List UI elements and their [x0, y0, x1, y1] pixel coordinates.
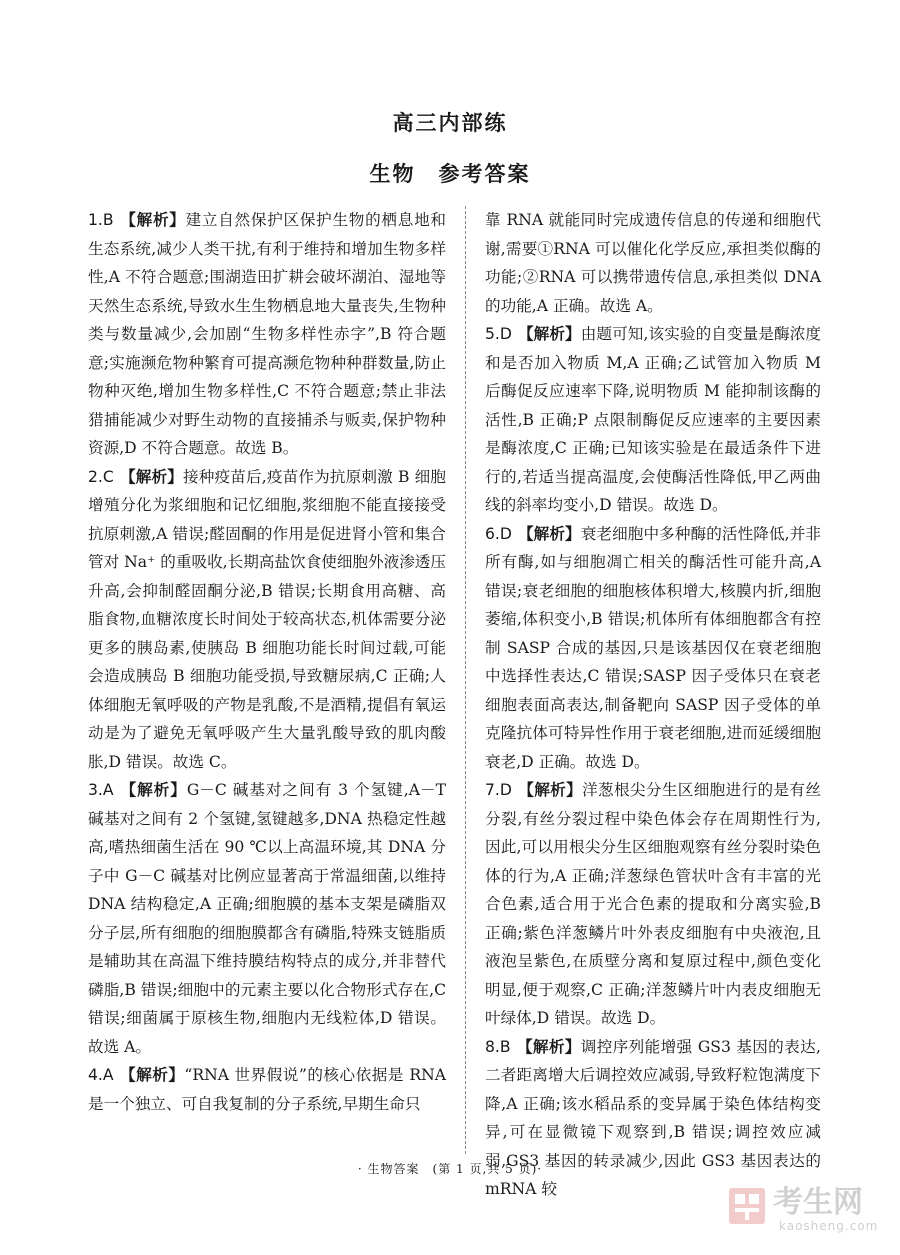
kaosheng-logo-icon	[727, 1186, 767, 1226]
left-column	[88, 206, 446, 1118]
page-footer: · 生物答案 (第 1 页,共 5 页)·	[357, 1162, 543, 1176]
answer-number: 7.D	[485, 781, 512, 799]
answer-number: 4.A	[88, 1066, 114, 1084]
analysis-tag: 【解析】	[119, 210, 186, 229]
page-title: 高三内部练	[392, 110, 508, 135]
answer-item	[485, 320, 821, 520]
answer-text: 衰老细胞中多种酶的活性降低,并非所有酶,如与细胞凋亡相关的酶活性可能升高,A 错误;衰老细胞的细胞核体积增大,核膜内折,细胞萎缩,体积变小,B 错误;机体所有体细胞都含有控制 SASP 合成的基因,只是该基因仅在衰老细胞中选择性表达,C 错误;SASP 因子受体只在衰老细胞表面高表达,制备靶向 SASP 因子受体的单克隆抗体可特异性作用于衰老细胞,进而延缓细胞衰老,D 正确。故选 D。	[485, 524, 821, 771]
analysis-tag: 【解析】	[517, 523, 581, 543]
analysis-tag: 【解析】	[119, 466, 183, 486]
answer-text: 调控序列能增强 GS3 基因的表达,二者距离增大后调控效应减弱,导致籽粒饱满度下降,A 正确;该水稻品系的变异属于染色体结构变异,可在显微镜下观察到,B 错误;调控效应减弱,GS3 基因的转录减少,因此 GS3 基因表达的 mRNA 较	[485, 1037, 821, 1198]
answer-number: 5.D	[485, 325, 512, 343]
answer-number: 2.C	[88, 467, 114, 486]
answer-item	[88, 776, 446, 1061]
answer-item	[88, 1061, 446, 1118]
answer-item	[485, 1033, 821, 1204]
answer-item	[485, 776, 821, 1033]
analysis-tag: 【解析】	[516, 1036, 581, 1056]
analysis-tag: 【解析】	[119, 1065, 185, 1084]
answer-text: 建立自然保护区保护生物的栖息地和生态系统,减少人类干扰,有利于维持和增加生物多样性,A 不符合题意;围湖造田扩耕会破坏湖泊、湿地等天然生态系统,导致水生生物栖息地大量丧失,生物种类与数量减少,会加剧“生物多样性赤字”,B 符合题意;实施濒危物种繁育可提高濒危物种种群数量,防止物种灭绝,增加生物多样性,C 不符合题意;禁止非法猎捕能减少对野生动物的直接捕杀与贩卖,保护物种资源,D 不符合题意。故选 B。	[88, 211, 446, 457]
answer-item	[485, 520, 821, 777]
answer-item-continued	[485, 206, 821, 320]
page-subtitle: 生物 参考答案	[369, 161, 531, 186]
answer-number: 6.D	[485, 524, 512, 543]
answer-text: 由题可知,该实验的自变量是酶浓度和是否加入物质 M,A 正确;乙试管加入物质 M 后酶促反应速率下降,说明物质 M 能抑制该酶的活性,B 正确;P 点限制酶促反应速率的主要因素是酶浓度,C 正确;已知该实验是在最适条件下进行的,若适当提高温度,会使酶活性降低,甲乙两曲线的斜率均变小,D 错误。故选 D。	[485, 325, 821, 514]
column-divider	[465, 206, 466, 1154]
analysis-tag: 【解析】	[517, 780, 583, 799]
answer-number: 3.A	[88, 781, 114, 799]
watermark	[727, 1186, 887, 1234]
answer-number: 8.B	[485, 1037, 511, 1056]
watermark-text: 考生网	[773, 1185, 863, 1220]
answer-text: 洋葱根尖分生区细胞进行的是有丝分裂,有丝分裂过程中染色体会存在周期性行为,因此,可以用根尖分生区细胞观察有丝分裂时染色体的行为,A 正确;洋葱绿色管状叶含有丰富的光合色素,适合用于光合色素的提取和分离实验,B 正确;紫色洋葱鳞片叶外表皮细胞有中央液泡,且液泡呈紫色,在质壁分离和复原过程中,颜色变化明显,便于观察,C 正确;洋葱鳞片叶内表皮细胞无叶绿体,D 错误。故选 D。	[485, 781, 821, 1027]
watermark-url: kaosheng.com	[779, 1219, 879, 1233]
answer-text: G－C 碱基对之间有 3 个氢键,A－T 碱基对之间有 2 个氢键,氢键越多,DNA 热稳定性越高,嗜热细菌生活在 90 ℃以上高温环境,其 DNA 分子中 G－C 碱基对比例应显著高于常温细菌,以维持 DNA 结构稳定,A 正确;细胞膜的基本支架是磷脂双分子层,所有细胞的细胞膜都含有磷脂,特殊支链脂质是辅助其在高温下维持膜结构特点的成分,并非替代磷脂,B 错误;细胞中的元素主要以化合物形式存在,C 错误;细菌属于原核生物,细胞内无线粒体,D 错误。故选 A。	[88, 781, 446, 1056]
answer-number: 1.B	[88, 211, 114, 229]
right-column	[485, 206, 821, 1204]
answer-item	[88, 206, 446, 463]
answer-text: “RNA 世界假说”的核心依据是 RNA 是一个独立、可自我复制的分子系统,早期生命只	[88, 1066, 446, 1113]
answer-item	[88, 463, 446, 777]
analysis-tag: 【解析】	[517, 324, 581, 343]
analysis-tag: 【解析】	[119, 780, 187, 799]
answer-text: 靠 RNA 就能同时完成遗传信息的传递和细胞代谢,需要①RNA 可以催化化学反应,承担类似酶的功能;②RNA 可以携带遗传信息,承担类似 DNA 的功能,A 正确。故选 A。	[485, 211, 821, 315]
answer-text: 接种疫苗后,疫苗作为抗原刺激 B 细胞增殖分化为浆细胞和记忆细胞,浆细胞不能直接接受抗原刺激,A 错误;醛固酮的作用是促进肾小管和集合管对 Na⁺ 的重吸收,长期高盐饮食使细胞外液渗透压升高,会抑制醛固酮分泌,B 错误;长期食用高糖、高脂食物,血糖浓度长时间处于较高状态,机体需要分泌更多的胰岛素,使胰岛 B 细胞功能长时间过载,可能会造成胰岛 B 细胞功能受损,导致糖尿病,C 正确;人体细胞无氧呼吸的产物是乳酸,不是酒精,提倡有氧运动是为了避免无氧呼吸产生大量乳酸导致的肌肉酸胀,D 错误。故选 C。	[88, 467, 446, 771]
